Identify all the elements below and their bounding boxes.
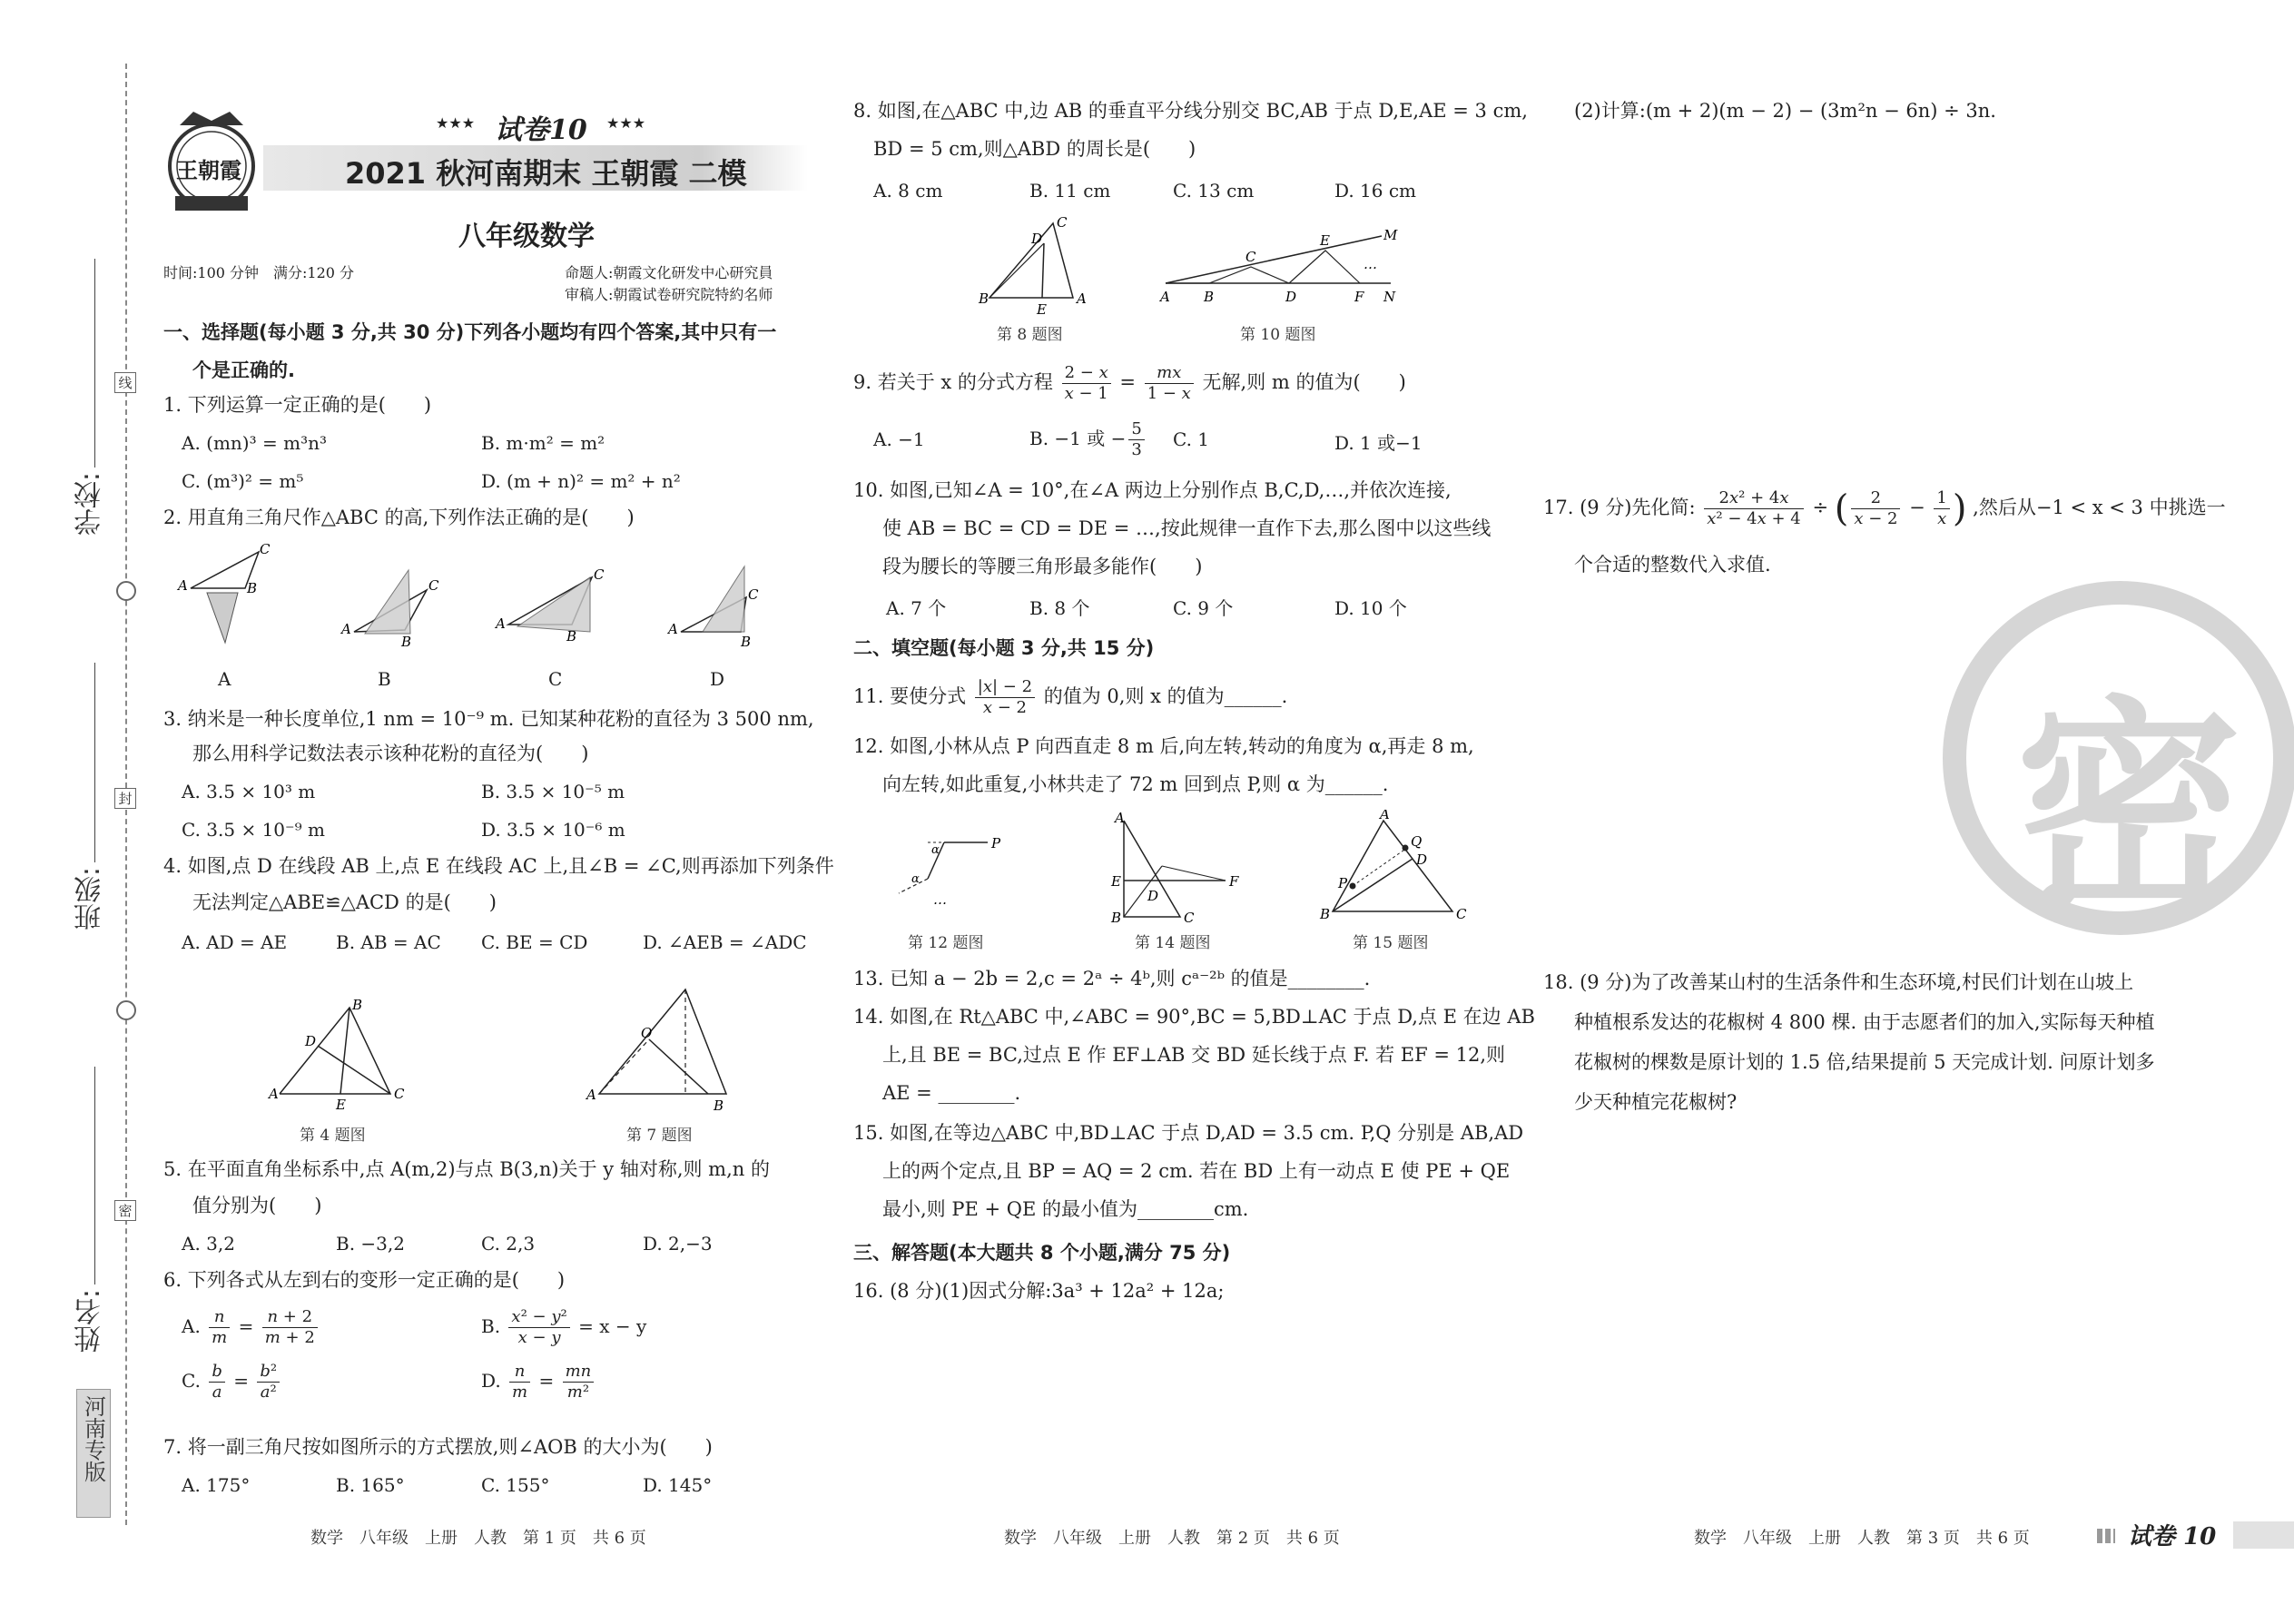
q5-stem2: 值分别为( ) — [192, 1195, 322, 1216]
q9-stem-post: 无解,则 m 的值为( ) — [1202, 371, 1406, 393]
q4-stem2: 无法判定△ABE≌△ACD 的是( ) — [192, 891, 497, 913]
q7-caption: 第 7 题图 — [626, 1127, 693, 1145]
q2-fig-b — [340, 570, 439, 650]
svg-text:F: F — [1354, 289, 1364, 305]
q10-option-a: A. 7 个 — [886, 597, 947, 619]
svg-text:α: α — [911, 872, 920, 886]
q6-option-b: B. $\frac{\text{x² − y²}}{x - y}$ = x − y — [481, 1307, 647, 1347]
q10-caption: 第 10 题图 — [1240, 326, 1316, 344]
q10-figure — [1153, 218, 1407, 309]
svg-text:B: B — [352, 999, 363, 1013]
q6-d-label: D. — [481, 1370, 501, 1392]
exam-banner: 2021 秋河南期末 王朝霞 二模 — [345, 156, 747, 191]
svg-text:C: C — [594, 566, 605, 583]
section1-title: 一、选择题(每小题 3 分,共 30 分)下列各小题均有四个答案,其中只有一 — [163, 321, 777, 343]
q6-a-label: A. — [182, 1315, 201, 1337]
svg-text:C: C — [748, 586, 759, 603]
q12-figure — [881, 817, 1017, 917]
paper-badge: 试卷10 — [495, 114, 587, 146]
svg-text:B: B — [1320, 906, 1331, 922]
svg-text:F: F — [1229, 873, 1239, 890]
q2-option-c: C — [548, 668, 563, 690]
q1-option-b: B. m·m² = m² — [481, 432, 605, 454]
q5-option-b: B. −3,2 — [336, 1233, 405, 1255]
q17-stem: 17. (9 分)先化简: $\frac{\text{2x² + 4x}}{\text{x² − 4x + 4}}$ ÷ ( $\frac{2}{x - 2}$ − $\frac{1}{x}$ ) ,然后从−1 < x < 3 中挑选一 — [1543, 487, 2226, 530]
svg-text:A: A — [586, 1087, 596, 1103]
svg-text:B: B — [1204, 289, 1215, 305]
q2-fig-d — [666, 566, 759, 650]
school-label: 学校: — [74, 472, 106, 536]
svg-text:B: B — [566, 628, 577, 645]
svg-text:B: B — [979, 290, 989, 307]
name-line — [94, 1067, 95, 1284]
q6-b-tail: = x − y — [578, 1315, 647, 1337]
q2-option-a: A — [218, 668, 231, 690]
svg-text:…: … — [1364, 256, 1377, 272]
q9-option-a: A. −1 — [873, 428, 925, 450]
class-label: 班级: — [74, 867, 106, 931]
svg-text:Q: Q — [1411, 833, 1423, 850]
q10-option-c: C. 9 个 — [1173, 597, 1234, 619]
q13-stem: 13. 已知 a − 2b = 2,c = 2ᵃ ÷ 4ᵇ,则 cᵃ⁻²ᵇ 的值是________. — [853, 968, 1371, 989]
q15-figure — [1316, 810, 1480, 928]
q10-stem2: 使 AB = BC = CD = DE = …,按此规律一直作下去,那么图中以这些线 — [882, 517, 1492, 539]
seal-mark: 封 — [114, 788, 136, 809]
q18-line2: 种植根系发达的花椒树 4 800 棵. 由于志愿者们的加入,实际每天种植 — [1574, 1011, 2155, 1033]
svg-text:O: O — [641, 1025, 653, 1041]
svg-text:B: B — [741, 634, 752, 650]
svg-text:D: D — [1416, 851, 1428, 868]
q11-post: 的值为 0,则 x 的值为______. — [1043, 685, 1288, 707]
q3-option-d: D. 3.5 × 10⁻⁶ m — [481, 819, 625, 841]
q2-fig-c — [494, 566, 605, 645]
svg-text:N: N — [1383, 289, 1396, 305]
q17-pre: 17. (9 分)先化简: — [1543, 497, 1696, 518]
q2-fig-a — [176, 543, 271, 643]
svg-text:A: A — [178, 577, 188, 594]
subject-title: 八年级数学 — [458, 221, 595, 252]
q7-option-a: A. 175° — [182, 1474, 251, 1496]
q9-b-label: B. −1 或 − — [1029, 428, 1127, 449]
svg-text:C: C — [1184, 910, 1195, 926]
q10-option-b: B. 8 个 — [1029, 597, 1090, 619]
q9-option-c: C. 1 — [1173, 428, 1210, 450]
q5-stem1: 5. 在平面直角坐标系中,点 A(m,2)与点 B(3,n)关于 y 轴对称,则 m,n 的 — [163, 1158, 770, 1180]
q12-caption: 第 12 题图 — [908, 934, 984, 952]
q3-option-b: B. 3.5 × 10⁻⁵ m — [481, 781, 625, 802]
svg-text:…: … — [933, 891, 947, 908]
svg-text:E: E — [336, 1097, 346, 1113]
svg-text:B: B — [401, 634, 412, 650]
q7-option-d: D. 145° — [643, 1474, 713, 1496]
q8-option-d: D. 16 cm — [1334, 180, 1417, 202]
q14-figure — [1108, 810, 1262, 928]
q8-option-c: C. 13 cm — [1173, 180, 1255, 202]
q15-stem3: 最小,则 PE + QE 的最小值为________cm. — [882, 1198, 1249, 1220]
binding-hole-icon — [116, 1000, 136, 1020]
svg-text:A: A — [1380, 810, 1390, 822]
q14-caption: 第 14 题图 — [1135, 934, 1211, 952]
q4-caption: 第 4 题图 — [300, 1127, 366, 1145]
svg-text:C: C — [1456, 906, 1467, 922]
section2-title: 二、填空题(每小题 3 分,共 15 分) — [853, 637, 1155, 659]
svg-text:B: B — [247, 580, 258, 596]
class-line — [94, 663, 95, 862]
svg-text:A: A — [269, 1086, 279, 1102]
q17-post: ,然后从−1 < x < 3 中挑选一 — [1973, 497, 2226, 518]
q6-b-label: B. — [481, 1315, 501, 1337]
q8-stem2: BD = 5 cm,则△ABD 的周长是( ) — [873, 138, 1196, 160]
star-deco-right: ★★★ — [606, 114, 646, 132]
q6-stem: 6. 下列各式从左到右的变形一定正确的是( ) — [163, 1269, 566, 1291]
q6-option-c: C. $\frac{b}{a}$ = $\frac{\text{b²}}{\text{a²}}$ — [182, 1362, 282, 1403]
q17-line2: 个合适的整数代入求值. — [1574, 554, 1771, 576]
q12-stem2: 向左转,如此重复,小林共走了 72 m 回到点 P,则 α 为______. — [882, 773, 1389, 795]
svg-text:P: P — [1338, 875, 1348, 891]
q14-stem3: AE = ________. — [882, 1082, 1021, 1104]
svg-text:E: E — [1320, 232, 1330, 249]
q11-stem: 11. 要使分式 $\frac{|x| - 2}{x - 2}$ 的值为 0,则 x 的值为______. — [853, 677, 1288, 717]
q4-option-c: C. BE = CD — [481, 931, 588, 953]
region-text: 河南专版 — [80, 1395, 106, 1482]
q8-option-a: A. 8 cm — [873, 180, 943, 202]
q7-stem: 7. 将一副三角尺按如图所示的方式摆放,则∠AOB 的大小为( ) — [163, 1436, 713, 1458]
q16-stem: 16. (8 分)(1)因式分解:3a³ + 12a² + 12a; — [853, 1280, 1225, 1302]
q18-line1: 18. (9 分)为了改善某山村的生活条件和生态环境,村民们计划在山坡上 — [1543, 971, 2134, 993]
q12-stem1: 12. 如图,小林从点 P 向西直走 8 m 后,向左转,转动的角度为 α,再走 8 m, — [853, 735, 1474, 757]
q2-option-b: B — [378, 668, 391, 690]
q15-caption: 第 15 题图 — [1353, 934, 1429, 952]
name-label: 姓名: — [74, 1289, 106, 1353]
q9-option-d: D. 1 或−1 — [1334, 432, 1423, 454]
q1-stem: 1. 下列运算一定正确的是( ) — [163, 394, 432, 416]
svg-text:D: D — [305, 1033, 317, 1049]
q9-stem: 9. 若关于 x 的分式方程 $\frac{2 - x}{x - 1}$ = $\frac{mx}{1 - x}$ 无解,则 m 的值为( ) — [853, 363, 1406, 403]
q6-option-d: D. $\frac{n}{m}$ = $\frac{mn}{\text{m²}}$ — [481, 1362, 596, 1403]
footer-page1: 数学 八年级 上册 人教 第 1 页 共 6 页 — [310, 1529, 646, 1548]
q4-option-b: B. AB = AC — [336, 931, 441, 953]
svg-text:B: B — [714, 1097, 724, 1114]
q8-stem1: 8. 如图,在△ABC 中,边 AB 的垂直平分线分别交 BC,AB 于点 D,E,AE = 3 cm, — [853, 100, 1528, 122]
secret-mark: 密 — [114, 1200, 136, 1221]
svg-text:A: A — [1077, 290, 1087, 307]
line-mark: 线 — [114, 372, 136, 393]
q3-option-c: C. 3.5 × 10⁻⁹ m — [182, 819, 325, 841]
q15-stem1: 15. 如图,在等边△ABC 中,BD⊥AC 于点 D,AD = 3.5 cm. P,Q 分别是 AB,AD — [853, 1122, 1524, 1144]
region-tag — [76, 1389, 111, 1518]
footer-page3: 数学 八年级 上册 人教 第 3 页 共 6 页 — [1694, 1529, 2030, 1548]
q14-stem2: 上,且 BE = BC,过点 E 作 EF⊥AB 交 BD 延长线于点 F. 若 EF = 12,则 — [882, 1044, 1506, 1066]
svg-text:C: C — [1057, 216, 1068, 231]
reviewer-line: 审稿人:朝霞试卷研究院特約名师 — [565, 286, 773, 303]
q5-option-a: A. 3,2 — [182, 1233, 235, 1255]
svg-text:C: C — [394, 1086, 405, 1102]
q7-option-c: C. 155° — [481, 1474, 550, 1496]
q3-option-a: A. 3.5 × 10³ m — [182, 781, 316, 802]
q2-option-d: D — [710, 668, 725, 690]
q1-option-c: C. (m³)² = m⁵ — [182, 470, 304, 492]
svg-text:D: D — [1285, 289, 1297, 305]
footer-stripe — [2233, 1521, 2294, 1549]
logo-emblem — [162, 107, 261, 216]
svg-text:E: E — [1111, 873, 1121, 890]
section1-title2: 个是正确的. — [192, 359, 295, 381]
q7-option-b: B. 165° — [336, 1474, 405, 1496]
q5-option-d: D. 2,−3 — [643, 1233, 713, 1255]
footer-deco — [2097, 1529, 2115, 1543]
q10-stem3: 段为腰长的等腰三角形最多能作( ) — [882, 556, 1203, 577]
q1-option-a: A. (mn)³ = m³n³ — [182, 432, 327, 454]
q4-option-d: D. ∠AEB = ∠ADC — [643, 931, 807, 953]
q1-option-d: D. (m + n)² = m² + n² — [481, 470, 681, 492]
q8-figure — [971, 216, 1098, 316]
binding-hole-icon — [116, 581, 136, 601]
svg-text:A: A — [668, 621, 678, 637]
footer-badge: 试卷 10 — [2128, 1523, 2217, 1550]
school-line — [94, 259, 95, 468]
q10-stem1: 10. 如图,已知∠A = 10°,在∠A 两边上分别作点 B,C,D,…,并依次连接, — [853, 479, 1452, 501]
svg-text:D: D — [1031, 231, 1043, 247]
svg-text:A: A — [1115, 810, 1125, 826]
q6-c-label: C. — [182, 1370, 201, 1392]
svg-text:M: M — [1383, 227, 1398, 243]
svg-text:A: A — [1160, 289, 1170, 305]
q9-option-b: B. −1 或 − $\frac{5}{3}$ — [1029, 419, 1147, 460]
footer-page2: 数学 八年级 上册 人教 第 2 页 共 6 页 — [1004, 1529, 1340, 1548]
q18-line3: 花椒树的棵数是原计划的 1.5 倍,结果提前 5 天完成计划. 问原计划多 — [1574, 1051, 2155, 1073]
logo-text: 王朝霞 — [176, 157, 241, 183]
q6-option-a: A. $\frac{n}{m}$ = $\frac{n + 2}{m + 2}$ — [182, 1307, 320, 1348]
svg-text:B: B — [1111, 910, 1122, 926]
star-deco-left: ★★★ — [436, 114, 476, 132]
author-line: 命题人:朝霞文化研发中心研究員 — [565, 264, 773, 281]
q8-caption: 第 8 题图 — [997, 326, 1063, 344]
q14-stem1: 14. 如图,在 Rt△ABC 中,∠ABC = 90°,BC = 5,BD⊥AC 于点 D,点 E 在边 AB — [853, 1006, 1535, 1028]
q3-stem1: 3. 纳米是一种长度单位,1 nm = 10⁻⁹ m. 已知某种花粉的直径为 3 500 nm, — [163, 708, 814, 730]
q5-option-c: C. 2,3 — [481, 1233, 536, 1255]
svg-text:A: A — [496, 615, 506, 632]
q8-option-b: B. 11 cm — [1029, 180, 1111, 202]
q10-option-d: D. 10 个 — [1334, 597, 1407, 619]
svg-text:E: E — [1037, 301, 1047, 316]
q4-stem1: 4. 如图,点 D 在线段 AB 上,点 E 在线段 AC 上,且∠B = ∠C,则再添加下列条件 — [163, 855, 834, 877]
svg-text:α: α — [931, 843, 940, 857]
q7-figure — [581, 985, 735, 1117]
exam-time: 时间:100 分钟 满分:120 分 — [163, 264, 355, 281]
svg-text:P: P — [991, 835, 1001, 851]
q9-stem-pre: 9. 若关于 x 的分式方程 — [853, 371, 1053, 393]
section3-title: 三、解答题(本大题共 8 个小题,满分 75 分) — [853, 1242, 1231, 1264]
q11-pre: 11. 要使分式 — [853, 685, 967, 707]
svg-text:C: C — [260, 543, 271, 557]
svg-text:D: D — [1147, 888, 1159, 904]
q2-figures — [172, 543, 772, 652]
svg-text:C: C — [1245, 249, 1256, 265]
svg-text:A: A — [341, 621, 351, 637]
svg-text:C: C — [428, 577, 439, 594]
q4-option-a: A. AD = AE — [182, 931, 288, 953]
q15-stem2: 上的两个定点,且 BP = AQ = 2 cm. 若在 BD 上有一动点 E 使 PE + QE — [882, 1160, 1511, 1182]
watermark-text: 密 — [2015, 677, 2242, 941]
q2-stem: 2. 用直角三角尺作△ABC 的高,下列作法正确的是( ) — [163, 507, 635, 528]
q3-stem2: 那么用科学记数法表示该种花粉的直径为( ) — [192, 743, 589, 764]
q18-line4: 少天种植完花椒树? — [1574, 1091, 1738, 1113]
q16-part2: (2)计算:(m + 2)(m − 2) − (3m²n − 6n) ÷ 3n. — [1574, 100, 1996, 122]
q4-figure — [263, 999, 418, 1117]
